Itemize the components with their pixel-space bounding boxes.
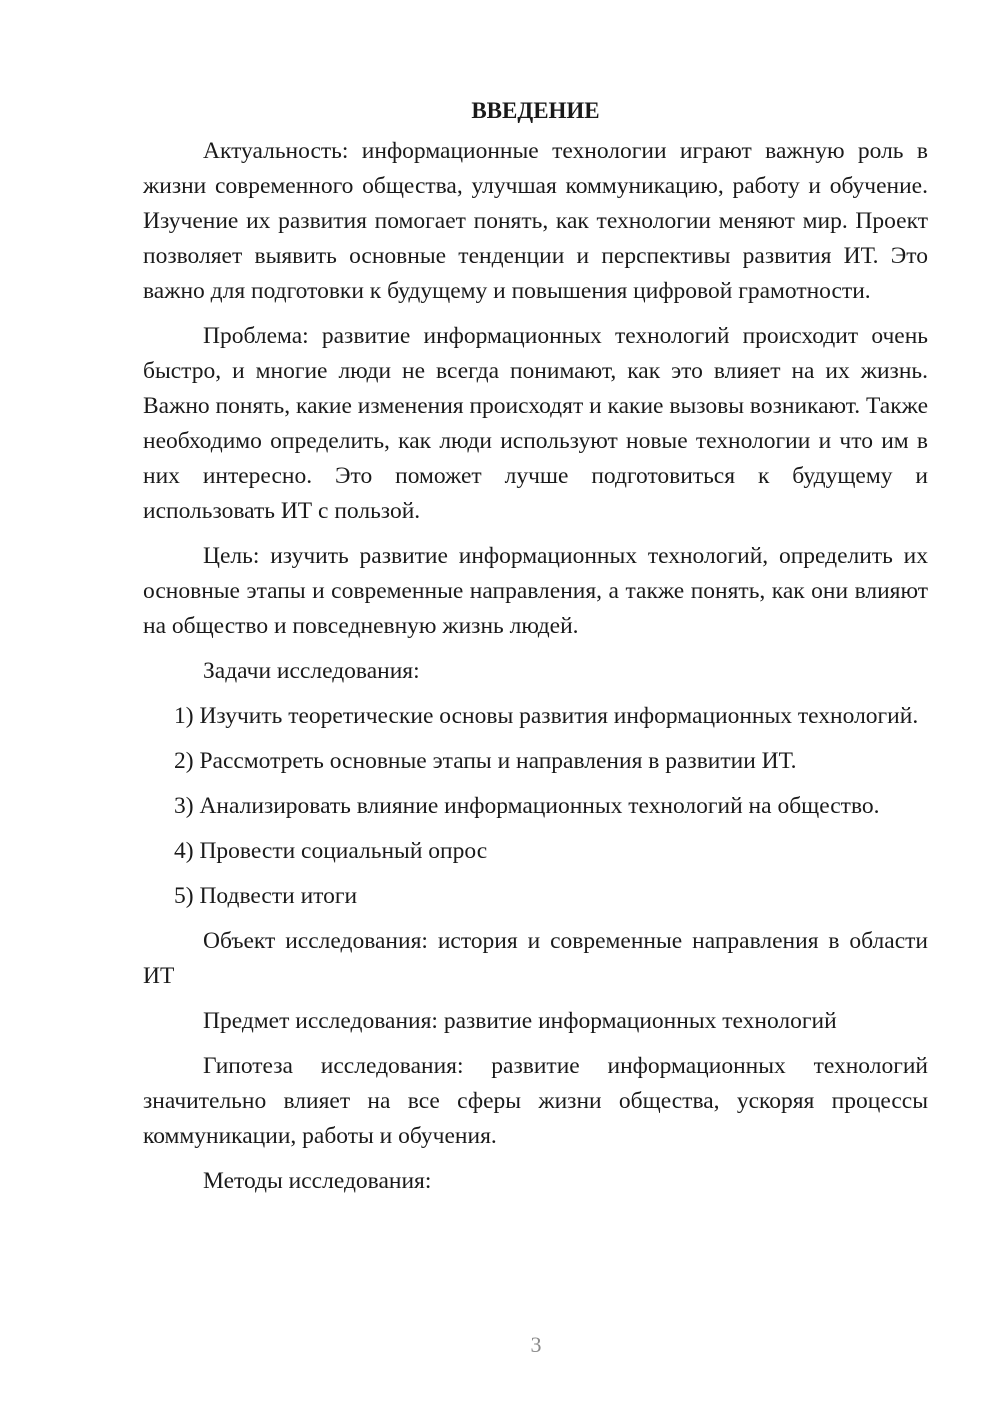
task-item-3: 3) Анализировать влияние информационных технологий на общество. xyxy=(174,793,880,819)
task-item-1: 1) Изучить теоретические основы развития информационных технологий. xyxy=(174,703,919,729)
subject-paragraph: Предмет исследования: развитие информационных технологий xyxy=(203,1008,837,1034)
page-content xyxy=(143,93,928,1199)
task-item-2: 2) Рассмотреть основные этапы и направления в развитии ИТ. xyxy=(174,748,797,774)
object-paragraph: Объект исследования: история и современные направления в области ИТ xyxy=(143,928,928,989)
goal-paragraph: Цель: изучить развитие информационных технологий, определить их основные этапы и современные направления, а также понять, как они влияют на общество и повседневную жизнь людей. xyxy=(143,543,928,639)
tasks-heading: Задачи исследования: xyxy=(203,658,420,684)
task-item-5: 5) Подвести итоги xyxy=(174,883,358,909)
relevance-paragraph: Актуальность: информационные технологии играют важную роль в жизни современного общества, улучшая коммуникацию, работу и обучение. Изучение их развития помогает понять, как технологии меняют мир. Проект позволяет выявить основные тенденции и перспективы развития ИТ. Это важно для подготовки к будущему и повышения цифровой грамотности. xyxy=(143,138,928,304)
methods-heading: Методы исследования: xyxy=(203,1168,432,1194)
task-item-4: 4) Провести социальный опрос xyxy=(174,838,488,864)
page-title: ВВЕДЕНИЕ xyxy=(471,98,600,123)
page-number: 3 xyxy=(530,1332,542,1357)
problem-paragraph: Проблема: развитие информационных технологий происходит очень быстро, и многие люди не всегда понимают, как это влияет на их жизнь. Важно понять, какие изменения происходят и какие вызовы возникают. Также необходимо определить, как люди используют новые технологии и что им в них интересно. Это поможет лучше подготовиться к будущему и использовать ИТ с пользой. xyxy=(143,323,928,524)
hypothesis-paragraph: Гипотеза исследования: развитие информационных технологий значительно влияет на все сферы жизни общества, ускоряя процессы коммуникации, работы и обучения. xyxy=(143,1053,928,1149)
